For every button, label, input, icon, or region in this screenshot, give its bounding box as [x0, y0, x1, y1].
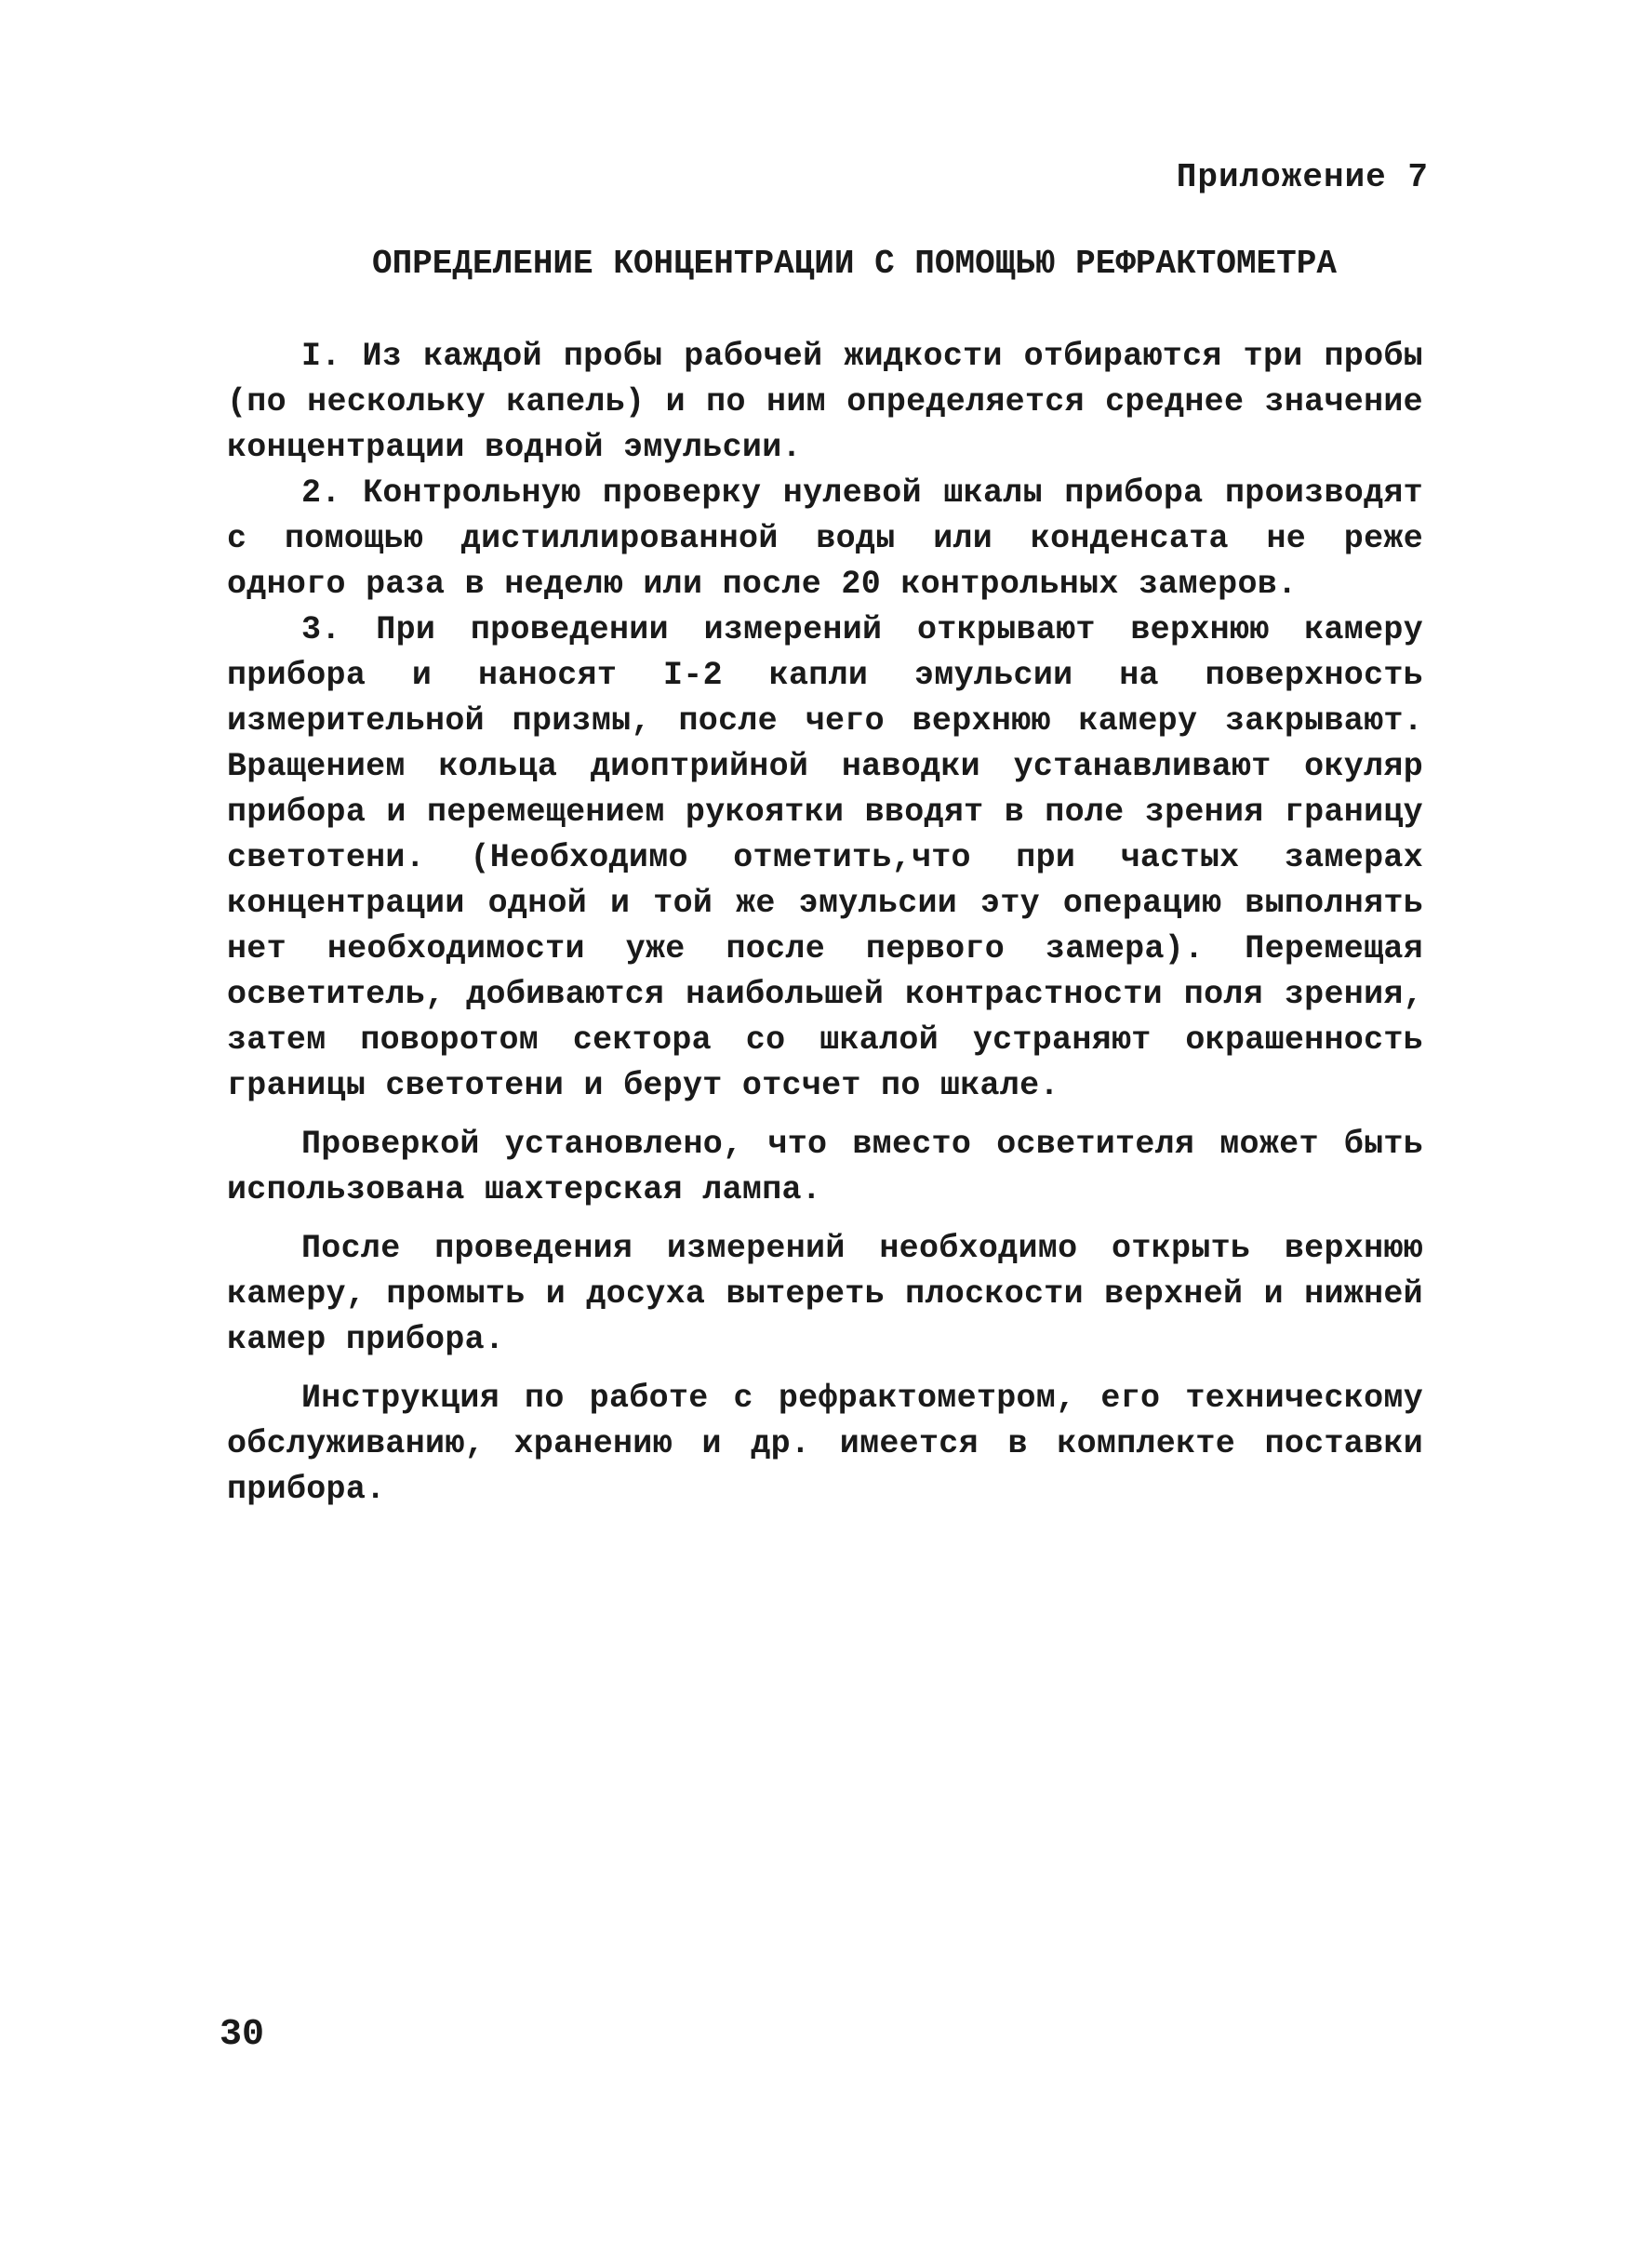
annex-label: Приложение 7	[1176, 158, 1429, 196]
paragraph-5: После проведения измерений необходимо открыть верхнюю камеру, промыть и досуха вытереть плоскости верхней и нижней камер прибора.	[227, 1230, 1423, 1358]
document-title: ОПРЕДЕЛЕНИЕ КОНЦЕНТРАЦИИ С ПОМОЩЬЮ РЕФРАКТОМЕТРА	[372, 245, 1337, 283]
paragraph-6: Инструкция по работе с рефрактометром, его техническому обслуживанию, хранению и др. имеется в комплекте поставки прибора.	[227, 1380, 1423, 1508]
paragraph-2: 2. Контрольную проверку нулевой шкалы прибора производят с помощью дистиллированной воды или конденсата не реже одного раза в неделю или после 20 контрольных замеров.	[227, 474, 1423, 603]
document-body	[227, 334, 1423, 1513]
paragraph-4: Проверкой установлено, что вместо осветителя может быть использована шахтерская лампа.	[227, 1126, 1423, 1208]
page-number: 30	[220, 2014, 265, 2056]
paragraph-1: I. Из каждой пробы рабочей жидкости отбираются три пробы (по нескольку капель) и по ним определяется среднее значение концентрации водной эмульсии.	[227, 338, 1423, 466]
paragraph-3: 3. При проведении измерений открывают верхнюю камеру прибора и наносят I-2 капли эмульсии на поверхность измерительной призмы, после чего верхнюю камеру закрывают. Вращением кольца диоптрийной наводки устанавливают окуляр прибора и перемещением рукоятки вводят в поле зрения границу светотени. (Необходимо отметить,что при частых замерах концентрации одной и той же эмульсии эту операцию выполнять нет необходимости уже после первого замера). Перемещая осветитель, добиваются наибольшей контрастности поля зрения, затем поворотом сектора со шкалой устраняют окрашенность границы светотени и берут отсчет по шкале.	[227, 611, 1423, 1104]
